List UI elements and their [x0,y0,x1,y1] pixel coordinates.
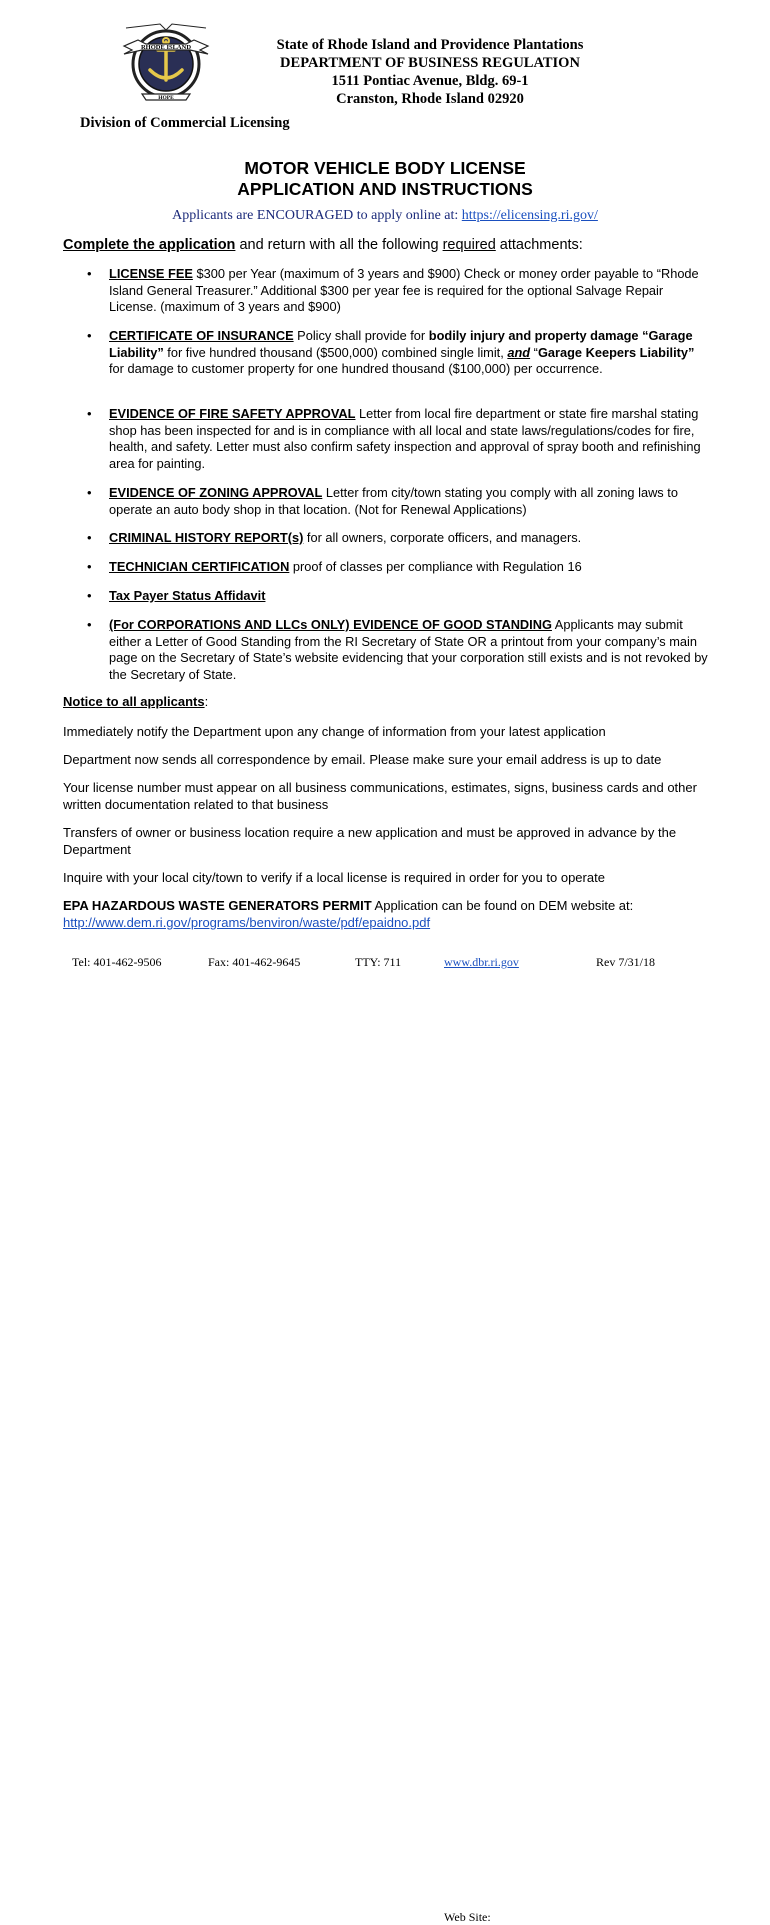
list-item [87,530,709,547]
epa-title: EPA HAZARDOUS WASTE GENERATORS PERMIT [63,898,372,913]
title-line-2: APPLICATION AND INSTRUCTIONS [237,179,533,199]
notice-heading-text: Notice to all applicants [63,694,205,709]
item-text: Applicants may submit either a Letter of Good Standing from the RI Secretary of State OR a printout from your company’s main page on the Secretary of State’s website evidencing that your corporation still exists and is not revoked by the Secretary of State. [109,617,708,682]
item-text: and [507,344,531,360]
letterhead [230,36,630,108]
bullet-icon: • [87,485,92,500]
list-item [87,617,709,683]
header-city: Cranston, Rhode Island 02920 [336,91,524,107]
list-item [87,266,709,316]
seal-ribbon-text: RHODE ISLAND [140,44,192,51]
item-title: EVIDENCE OF FIRE SAFETY APPROVAL [109,406,356,421]
complete-end: attachments: [495,237,583,253]
online-notice [0,208,770,224]
footer-tel: Tel: 401-462-9506 [72,955,162,969]
item-text: Garage Keepers Liability” [537,344,695,360]
list-item [87,588,709,605]
item-title: (For CORPORATIONS AND LLCs ONLY) EVIDENCE OF GOOD STANDING [109,617,552,632]
state-seal-logo [120,20,212,106]
bullet-icon: • [87,617,92,632]
page-title [0,158,770,200]
division-name: Division of Commercial Licensing [80,115,290,131]
elicensing-link[interactable]: https://elicensing.ri.gov/ [461,208,598,223]
item-text: $300 per Year (maximum of 3 years and $900) Check or money order payable to “Rhode Island General Treasurer.” Additional $300 per year fee is required for the optional Salvage Repair License. (maximum of 3 years and $900) [109,266,699,314]
bullet-icon: • [87,406,92,421]
list-item [87,559,709,576]
bullet-icon: • [87,328,92,343]
header-state: State of Rhode Island and Providence Plantations [276,37,584,53]
complete-mid: and return with all the following [235,237,443,253]
item-title: EVIDENCE OF ZONING APPROVAL [109,485,323,500]
list-item [87,328,709,378]
notice-item: Your license number must appear on all business communications, estimates, signs, business cards and other written documentation related to that business [63,780,697,812]
footer-web-label: Web Site: [444,1910,491,1924]
footer-revision: Rev 7/31/18 [596,955,655,969]
notice-item: Immediately notify the Department upon any change of information from your latest application [63,724,606,739]
bullet-icon: • [87,559,92,574]
list-item [87,406,709,472]
item-text: proof of classes per compliance with Regulation 16 [289,559,582,574]
notice-heading [63,694,208,709]
item-text: “ [530,344,538,360]
item-title: TECHNICIAN CERTIFICATION [109,559,290,574]
complete-required: required [442,237,496,253]
header-department: DEPARTMENT OF BUSINESS REGULATION [280,55,580,71]
seal-motto: HOPE [158,95,174,101]
footer-web-link[interactable]: www.dbr.ri.gov [444,955,519,969]
complete-lead: Complete the application [63,237,236,253]
complete-instruction [63,237,583,253]
footer-website [444,955,519,1924]
list-item [87,485,709,518]
item-title: CRIMINAL HISTORY REPORT(s) [109,530,304,545]
item-text: for damage to customer property for one hundred thousand ($100,000) per occurrence. [109,361,603,376]
epa-link[interactable]: http://www.dem.ri.gov/programs/benviron/waste/pdf/epaidno.pdf [63,915,431,930]
footer-tty: TTY: 711 [355,955,402,969]
item-text: Policy shall provide for [293,328,429,343]
notice-item: Transfers of owner or business location require a new application and must be approved in advance by the Department [63,825,677,857]
title-line-1: MOTOR VEHICLE BODY LICENSE [244,158,526,178]
notice-item: Inquire with your local city/town to verify if a local license is required in order for you to operate [63,870,605,885]
epa-text: Application can be found on DEM website at: [371,898,634,913]
item-text: bodily injury and property damage “Garage Liability” [109,328,693,360]
bullet-icon: • [87,530,92,545]
online-text: Applicants are ENCOURAGED to apply online at: [172,208,462,223]
item-title: CERTIFICATE OF INSURANCE [109,328,294,343]
bullet-icon: • [87,266,92,281]
notice-item: Department now sends all correspondence by email. Please make sure your email address is up to date [63,752,662,767]
header-address: 1511 Pontiac Avenue, Bldg. 69-1 [331,73,529,89]
item-text: for all owners, corporate officers, and managers. [303,530,582,545]
item-text: Letter from city/town stating you comply with all zoning laws to operate an auto body shop in that location. (Not for Renewal Applications) [109,485,678,517]
bullet-icon: • [87,588,92,603]
notice-heading-colon: : [204,694,209,709]
epa-permit-notice [63,897,708,931]
item-text: for five hundred thousand ($500,000) combined single limit, [163,344,508,360]
footer-fax: Fax: 401-462-9645 [208,955,301,969]
item-title: Tax Payer Status Affidavit [109,588,266,603]
item-text: Letter from local fire department or state fire marshal stating shop has been inspected for and is in compliance with all local and state laws/regulations/codes for fire, health, and safety. Letter must also confirm safety inspection and approval of spray booth and refinishing area for painting. [109,406,701,471]
item-title: LICENSE FEE [109,266,193,281]
